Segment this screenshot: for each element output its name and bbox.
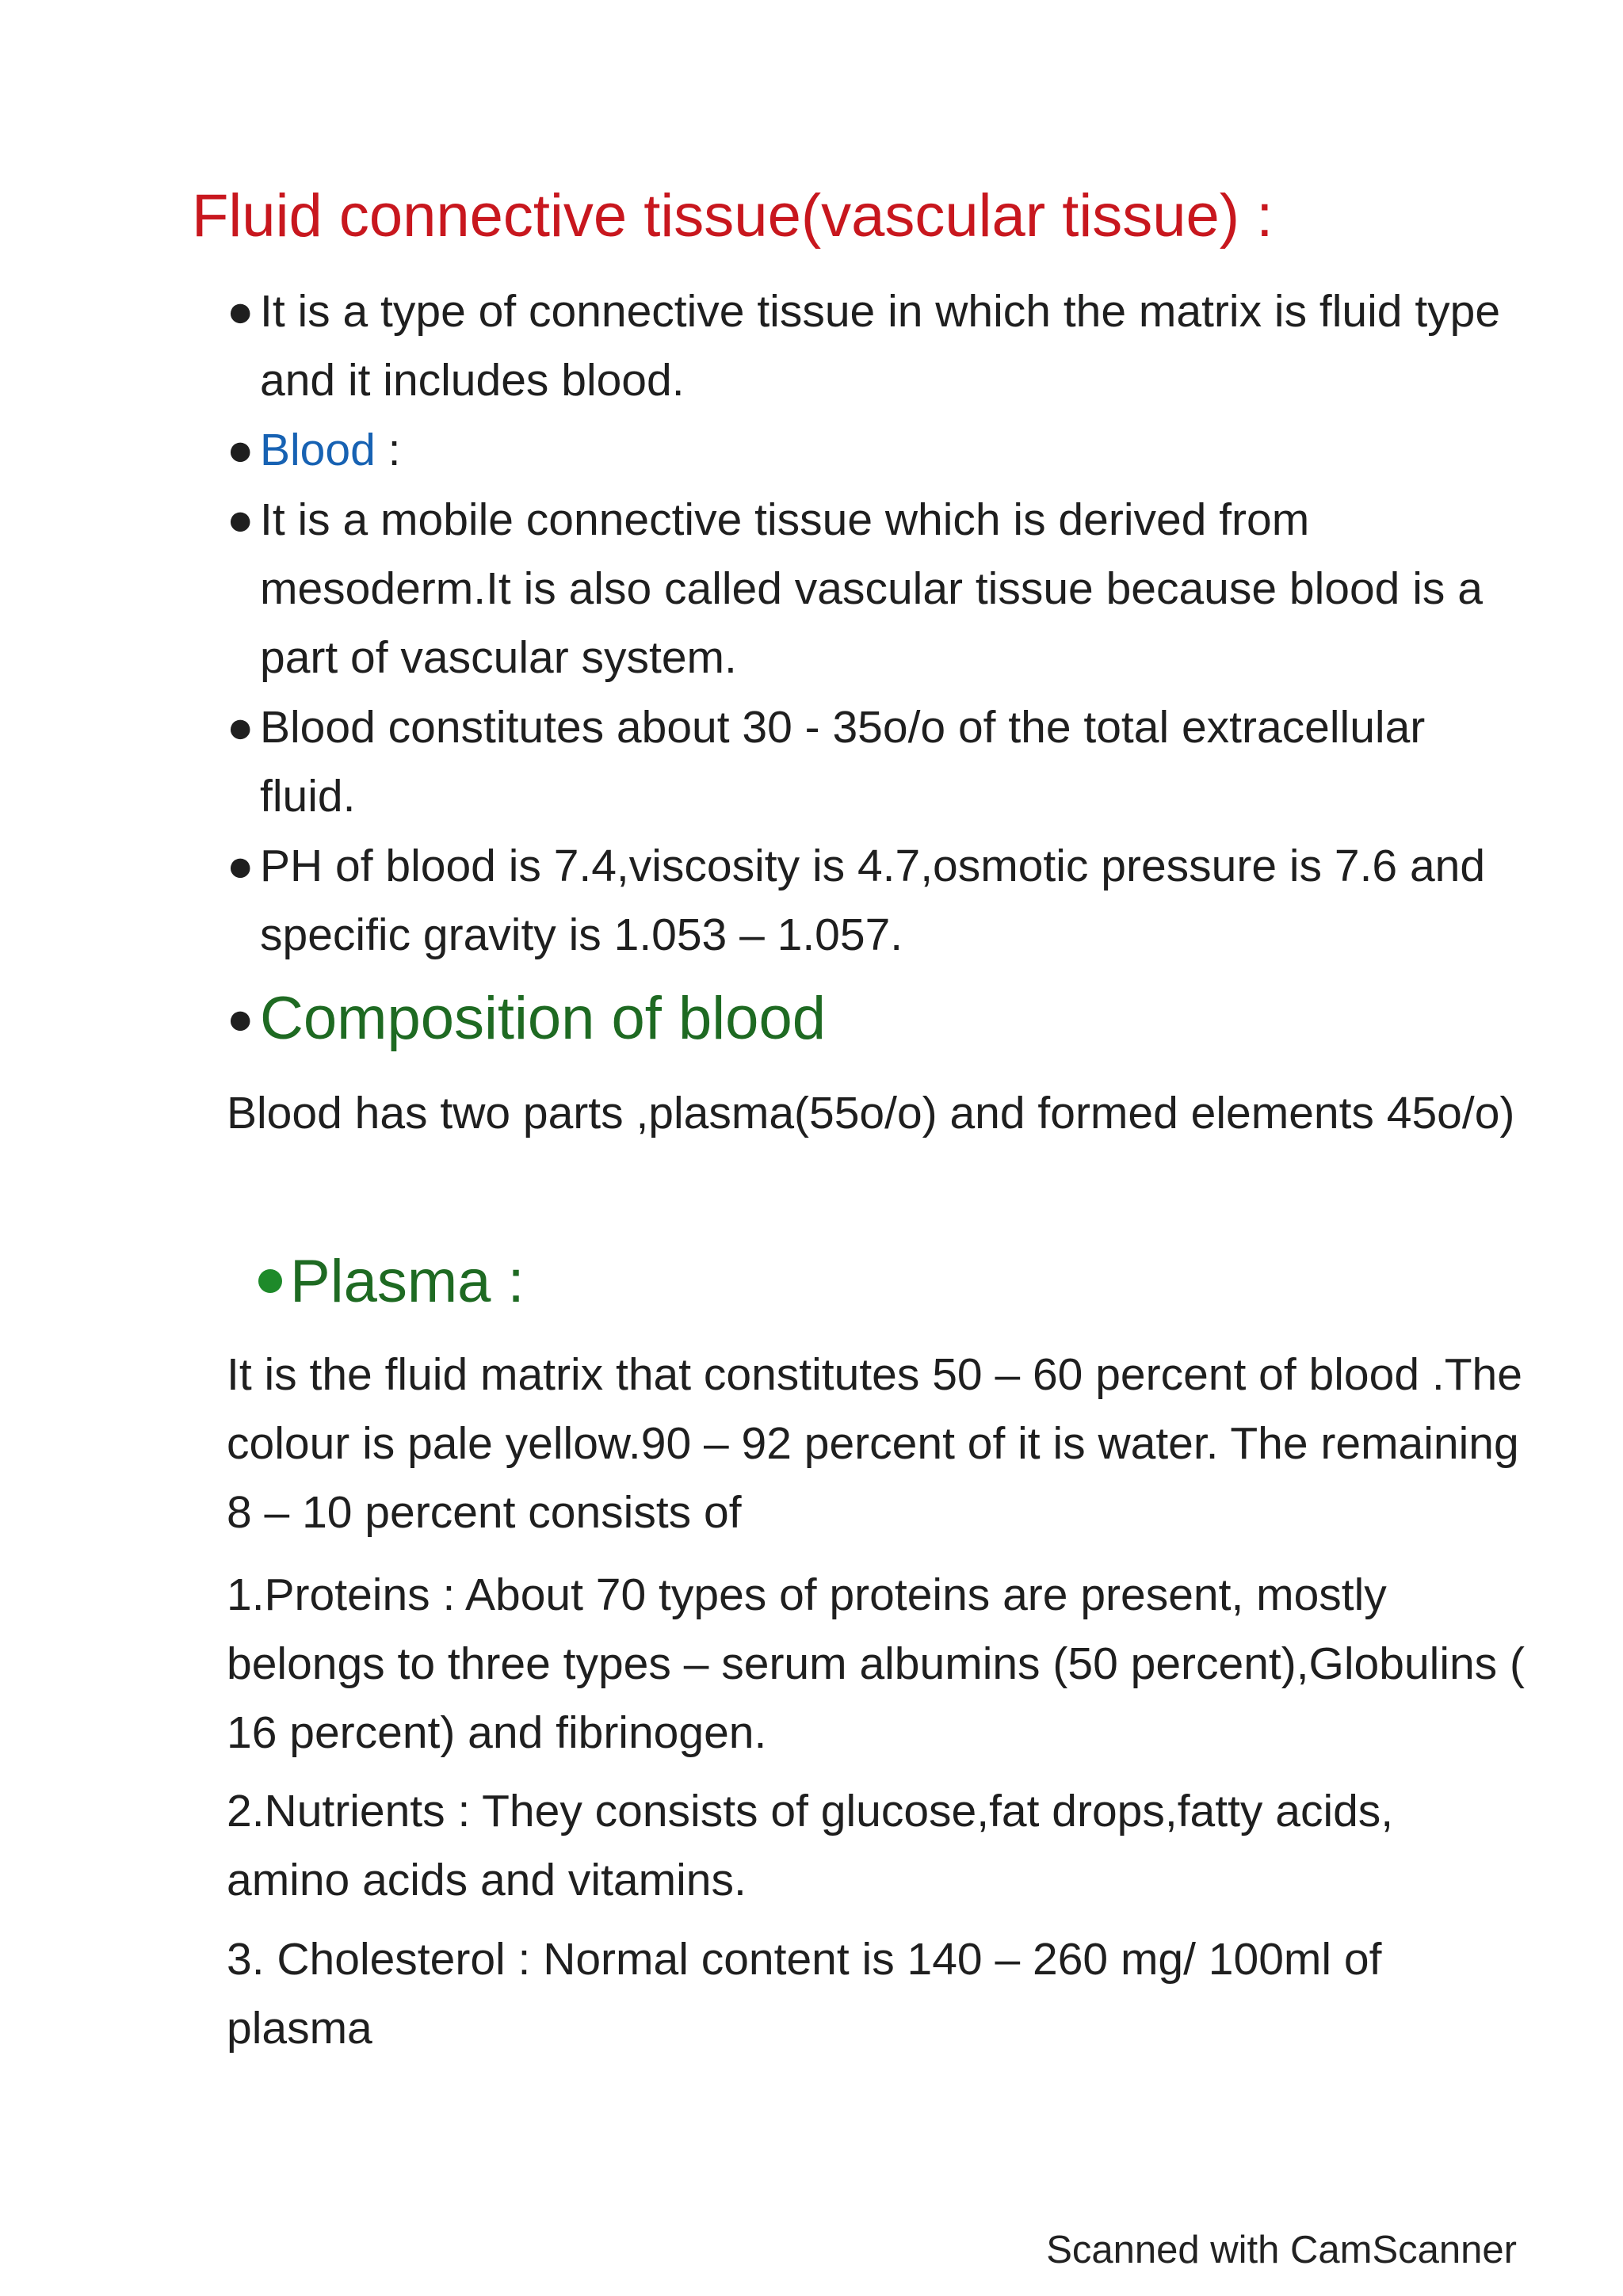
composition-heading-text: Composition of blood <box>260 985 826 1052</box>
blood-label-suffix: : <box>375 425 401 475</box>
composition-heading <box>223 982 826 1055</box>
bullet-text: PH of blood is 7.4,viscosity is 4.7,osmotic pressure is 7.6 and specific gravity is 1.053 – 1.057. <box>260 841 1486 960</box>
plasma-heading-text: Plasma : <box>290 1248 525 1315</box>
bullet-dot-icon: ● <box>227 425 254 475</box>
bullet-dot-icon: ● <box>227 994 254 1044</box>
plasma-paragraph: It is the fluid matrix that constitutes 50 – 60 percent of blood .The colour is pale yellow.90 – 92 percent of it is water. The remaining 8 – 10 percent consists of <box>227 1349 1522 1538</box>
bullet-dot-icon: ● <box>227 286 254 337</box>
bullet-extracellular <box>223 693 1523 831</box>
item-cholesterol: 3. Cholesterol : Normal content is 140 – 260 mg/ 100ml of plasma <box>227 1934 1382 2054</box>
bullet-text: It is a type of connective tissue in which the matrix is fluid type and it includes blood. <box>260 286 1501 406</box>
item-nutrients: 2.Nutrients : They consists of glucose,fat drops,fatty acids, amino acids and vitamins. <box>227 1786 1394 1905</box>
plasma-heading <box>258 1245 525 1318</box>
bullet-dot-icon: ● <box>227 494 254 545</box>
bullet-text: Blood constitutes about 30 - 35o/o of the total extracellular fluid. <box>260 702 1426 822</box>
bullet-ph <box>223 832 1523 970</box>
page-title: Fluid connective tissue(vascular tissue) : <box>192 182 1274 250</box>
bullet-definition <box>223 277 1523 415</box>
bullet-dot-icon: ● <box>227 841 254 891</box>
blood-label: Blood <box>260 425 376 475</box>
bullet-dot-icon: ● <box>227 702 254 753</box>
intro-bullet-list <box>223 277 1523 971</box>
bullet-blood-heading <box>223 416 1523 485</box>
bullet-mobile-tissue <box>223 486 1523 692</box>
bullet-text: It is a mobile connective tissue which is derived from mesoderm.It is also called vascular tissue because blood is a part of vascular system. <box>260 494 1483 683</box>
composition-paragraph: Blood has two parts ,plasma(55o/o) and formed elements 45o/o) <box>227 1088 1515 1138</box>
item-proteins: 1.Proteins : About 70 types of proteins are present, mostly belongs to three types – serum albumins (50 percent),Globulins ( 16 percent) and fibrinogen. <box>227 1569 1525 1758</box>
scanner-watermark: Scanned with CamScanner <box>1046 2229 1517 2271</box>
bullet-dot-icon <box>258 1269 282 1293</box>
